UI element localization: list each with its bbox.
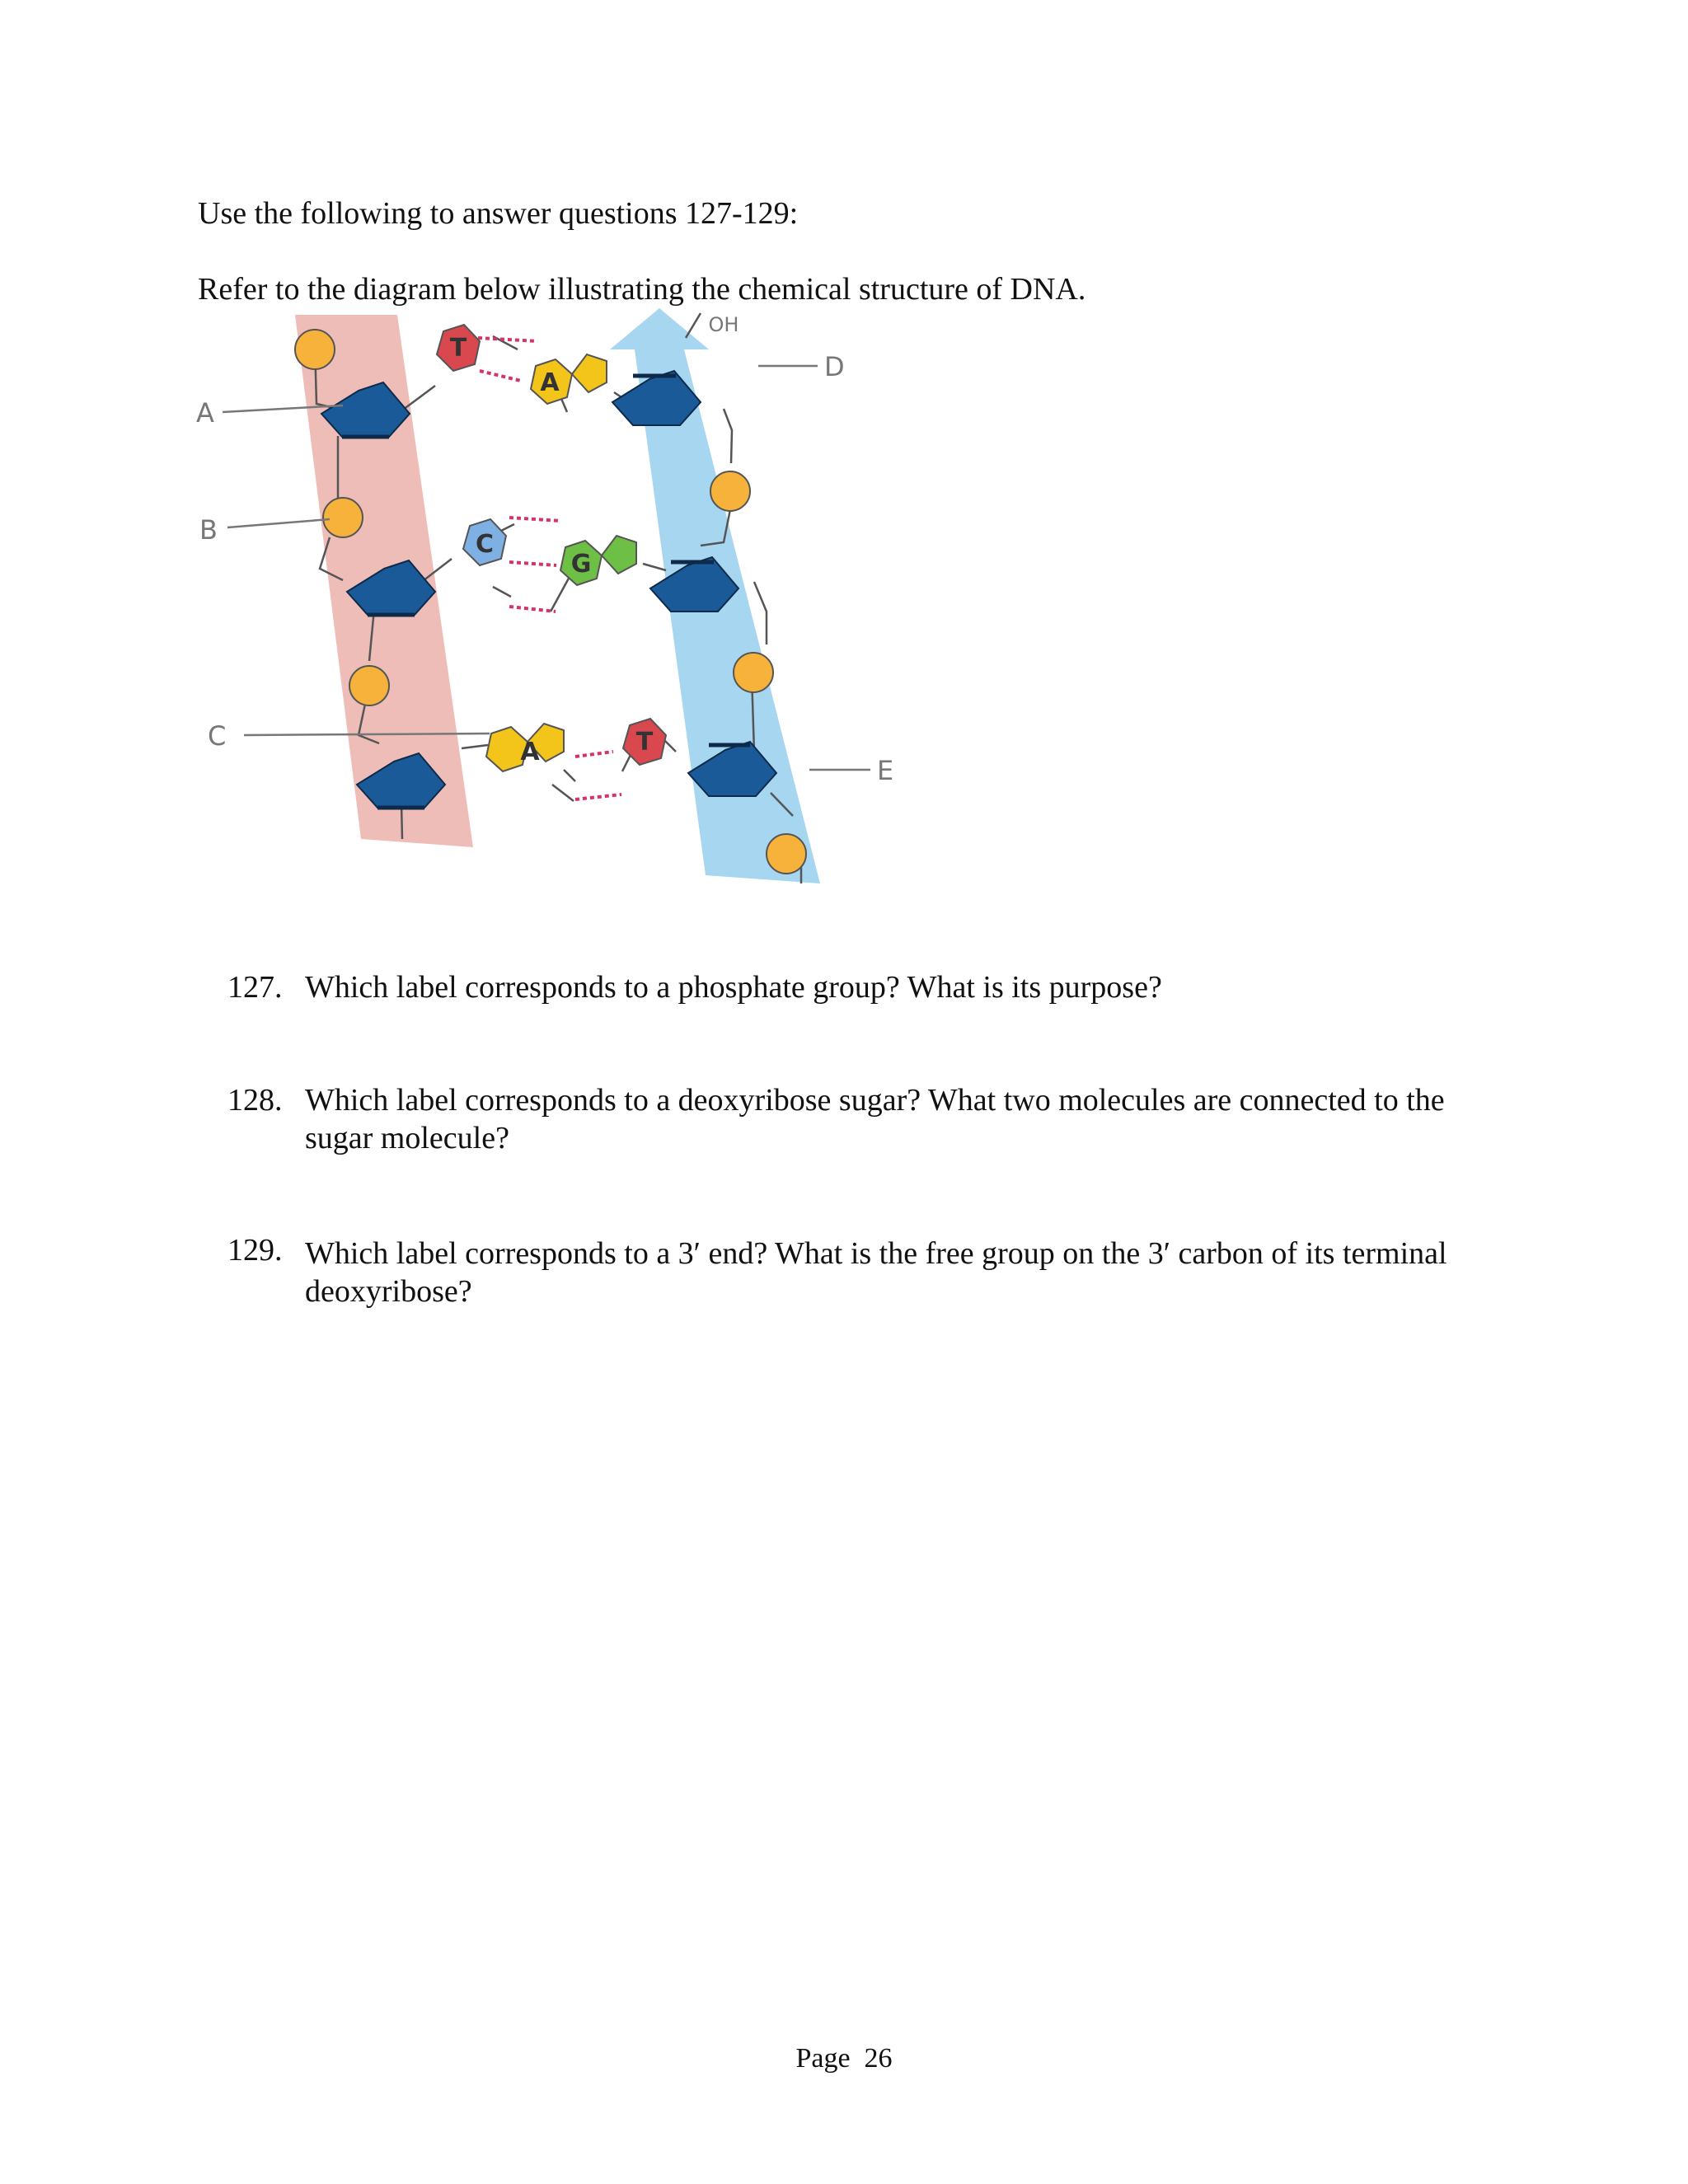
- right-strand-band: [635, 349, 820, 883]
- hydroxyl-label: OH: [708, 313, 739, 336]
- label-e: E: [877, 755, 894, 786]
- phosphate-group: [767, 834, 806, 874]
- hydrogen-bond: [575, 752, 613, 757]
- phosphate-group: [295, 330, 335, 369]
- phosphate-group: [710, 471, 750, 511]
- page-label: Page: [795, 2043, 851, 2074]
- question-number: 127.: [227, 970, 283, 1005]
- question-number: 129.: [227, 1233, 283, 1268]
- label-b: B: [199, 514, 218, 546]
- label-d: D: [824, 351, 845, 382]
- base-label: C: [475, 530, 495, 559]
- question-number: 128.: [227, 1083, 283, 1118]
- hydrogen-bond: [509, 562, 556, 565]
- phosphate-group: [734, 653, 773, 692]
- label-c: C: [208, 720, 227, 752]
- base-label: A: [540, 368, 560, 397]
- label-a: A: [196, 397, 214, 429]
- hydrogen-bond: [509, 518, 560, 521]
- hydrogen-bond: [480, 371, 521, 381]
- question-text: Which label corresponds to a 3′ end? What is the free group on the 3′ carbon of its terminal deoxyribose?: [305, 1236, 1447, 1309]
- phosphate-group: [323, 498, 363, 537]
- question-text: Which label corresponds to a phosphate group? What is its purpose?: [305, 970, 1162, 1005]
- page-footer: [0, 2042, 1688, 2075]
- refer-text: Refer to the diagram below illustrating the chemical structure of DNA.: [198, 272, 1086, 307]
- adenine-ring: [572, 354, 607, 392]
- intro-text: Use the following to answer questions 127-129:: [198, 196, 799, 231]
- guanine-ring: [602, 536, 636, 574]
- hydrogen-bond: [575, 794, 621, 799]
- hydrogen-bond: [478, 338, 537, 341]
- base-label: T: [449, 334, 467, 363]
- phosphate-group: [349, 666, 389, 705]
- question-text: Which label corresponds to a deoxyribose sugar? What two molecules are connected to the sugar molecule?: [305, 1083, 1445, 1155]
- base-label: T: [635, 728, 654, 757]
- dna-diagram: [181, 307, 923, 908]
- base-label: A: [520, 738, 540, 766]
- page-number: 26: [864, 2043, 893, 2074]
- base-label: G: [570, 550, 592, 579]
- strand-direction-arrow: [610, 308, 709, 349]
- hydrogen-bond: [509, 607, 556, 612]
